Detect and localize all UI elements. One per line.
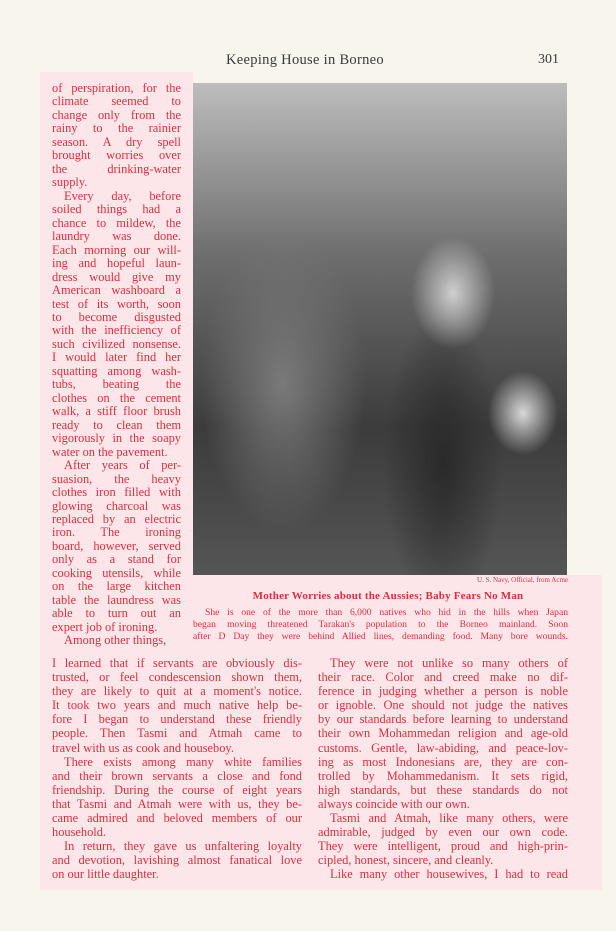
text-line: after D Day they were behind Allied lines, demanding food. Many bore wounds. [193,631,568,642]
text-line: replaced by an electric [52,512,181,526]
text-line: It took two years and much native help be- [52,698,302,713]
text-line: on the large kitchen [52,579,181,594]
text-line: clothes iron filled with [52,485,181,500]
caption-title: Mother Worries about the Aussies; Baby Fears No Man [252,590,524,602]
text-line: board, however, served [52,538,181,553]
text-line: fore I began to understand these friendly [52,712,302,727]
text-line: In return, they gave us unfaltering loyalty [64,839,302,854]
article-column-right-wide [318,656,568,882]
text-line: She is one of the more than 6,000 natives who hid in the hills when Japan [205,607,568,618]
text-line: on our little daughter. [52,867,159,882]
text-line: people. Then Tasmi and Atmah came to [52,726,302,741]
text-line: iron. The ironing [52,525,181,540]
text-line: cipled, honest, sincere, and cleanly. [318,853,494,868]
text-line: and devotion, lavishing almost fanatical love [52,853,302,868]
text-line: ference in judging whether a person is noble [318,684,568,699]
text-line: household. [52,825,107,840]
text-line: clothes on the cement [52,390,181,405]
text-line: change only from the [52,107,181,122]
text-line: expert job of ironing. [52,619,158,634]
text-line: chance to mildew, the [52,215,181,230]
text-line: only as a stand for [52,552,181,567]
text-line: travel with us as cook and houseboy. [52,740,234,755]
text-line: brought worries over [52,148,181,163]
text-line: After years of per- [64,458,181,473]
text-line: and their brown servants a close and fond [52,768,302,783]
text-line: American washboard a [52,283,181,298]
text-line: There exists among many white families [64,754,302,769]
text-line: ing as most Indonesians are, they are con- [318,754,568,769]
text-line: test of its worth, soon [52,296,181,311]
page-number: 301 [538,52,559,67]
text-line: squatting among wash- [52,363,181,378]
text-line: supply. [52,175,88,190]
text-line: walk, a stiff floor brush [52,404,181,419]
text-line: They were not unlike so many others of [330,656,568,670]
text-line: customs. Gentle, law-abiding, and peace-lov- [318,740,568,755]
text-line: friendship. During the course of eight years [52,782,302,797]
text-line: They were intelligent, proud and high-prin- [318,839,568,854]
text-line: tubs, beating the [52,377,181,392]
text-line: Among other things, [64,633,167,648]
text-line: their own Mohammedan religion and age-old [318,726,568,741]
text-line: their race. Color and creed make no dif- [318,670,568,685]
text-line: such civilized nonsense. [52,336,181,351]
caption-body [193,607,568,643]
text-line: soiled things had a [52,202,181,217]
text-line: trusted, or feel condescension shown them, [52,670,302,685]
text-line: water on the pavement. [52,444,168,459]
text-line: the drinking-water [52,161,181,176]
article-column-left-wide [52,656,302,882]
text-line: always coincide with our own. [318,796,470,811]
text-line: climate seemed to [52,94,181,109]
text-line: ing and hopeful laun- [52,256,181,271]
article-column-left-narrow [52,82,181,648]
text-line: Each morning our will- [52,242,181,257]
text-line: cooking utensils, while [52,565,181,580]
photo-mother-and-baby-with-soldiers [193,83,567,575]
text-line: Tasmi and Atmah, like many others, were [330,811,568,826]
text-line: of perspiration, for the [52,81,181,95]
text-line: came admired and beloved members of our [52,811,302,826]
text-line: or ignoble. One should not judge the natives [318,698,568,713]
running-header-title: Keeping House in Borneo [226,52,384,68]
text-line: trolled by Mohammedanism. It sets rigid, [318,768,568,783]
text-line: rainy to the rainier [52,121,181,136]
text-line: laundry was done. [52,229,181,244]
text-line: ready to clean them [52,417,181,432]
text-line: high standards, but these standards do not [318,782,568,797]
text-line: that Tasmi and Atmah were with us, they be- [52,796,302,811]
text-line: able to turn out an [52,606,181,621]
text-line: vigorously in the soapy [52,431,181,446]
text-line: began moving threatened Tarakan's population to the Borneo mainland. Soon [193,619,568,630]
photo-credit: U. S. Navy, Official, from Acme [477,576,568,584]
text-line: Like many other housewives, I had to read [330,867,568,882]
text-line: by our standards before learning to understand [318,712,568,727]
text-line: Every day, before [64,188,181,203]
text-line: glowing charcoal was [52,498,181,513]
text-line: dress would give my [52,269,181,284]
text-line: they are likely to quit at a moment's notice. [52,684,302,699]
text-line: I learned that if servants are obviously dis- [52,656,302,670]
text-line: I would later find her [52,350,181,365]
text-line: admirable, judged by even our own code. [318,825,568,840]
text-line: suasion, the heavy [52,471,181,486]
text-line: with the inefficiency of [52,323,181,338]
text-line: season. A dry spell [52,134,181,149]
text-line: to become disgusted [52,309,181,324]
text-line: table the laundress was [52,592,181,607]
